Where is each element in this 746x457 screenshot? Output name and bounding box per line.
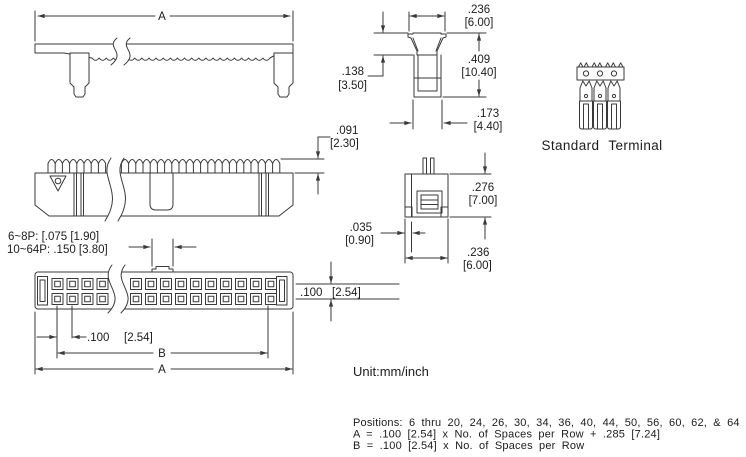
- dim-label-contact-height-in: .091: [336, 125, 359, 137]
- pin1-marker-hole: [55, 178, 61, 184]
- profile-view: [338, 4, 502, 133]
- dim-label-body-height-in: .276: [471, 182, 495, 194]
- contact-teeth: [121, 160, 279, 174]
- dim-label-body-width-mm: [6.00]: [463, 260, 492, 272]
- terminal-barrel-inner: [612, 104, 617, 129]
- terminals-group: [580, 81, 621, 129]
- terminal-barrel: [594, 101, 607, 129]
- dim-label-base-width-in: .173: [476, 108, 500, 120]
- mounting-leg: [70, 53, 89, 97]
- dim-label-row-pitch-in: .100: [300, 287, 323, 299]
- dim-label-body-height-mm: [7.00]: [468, 195, 498, 207]
- unit-label: Unit:mm/inch: [353, 364, 429, 379]
- extension-lines: [281, 159, 324, 173]
- end-view: [345, 153, 497, 272]
- dim-label-contact-pitch-mm: [2.54]: [124, 332, 153, 344]
- positions-note: Positions: 6 thru 20, 24, 26, 30, 34, 36, 40, 44, 50, 56, 60, 62, & 64: [353, 417, 740, 429]
- dim-label-wall-offset-mm: [0.90]: [345, 235, 374, 247]
- end-slot-inner: [40, 280, 45, 302]
- terminal-barrel-inner: [598, 104, 603, 129]
- dim-label-cap-width-mm: [6.00]: [464, 17, 494, 29]
- extension-lines: [35, 239, 399, 374]
- dim-label-row-pitch-mm: [2.54]: [332, 287, 361, 299]
- terminal-barrel-inner: [584, 104, 589, 129]
- dim-label-overall-height-in: .409: [467, 54, 491, 66]
- terminal-barrel: [608, 101, 621, 129]
- latch-inner: [421, 195, 438, 209]
- polarizing-key-tab: [152, 267, 173, 273]
- terminal-dimple: [584, 94, 587, 97]
- key-width-note-10-64p: 10~64P: .150 [3.80]: [7, 244, 108, 256]
- carrier-tabs: [579, 63, 623, 67]
- dim-label-base-width-mm: [4.40]: [473, 121, 503, 133]
- bottom-view: [7, 231, 399, 376]
- dim-label-cap-width-in: .236: [467, 4, 491, 16]
- terminal-dimple: [598, 94, 601, 97]
- contact-holes-group: [52, 279, 277, 305]
- contact-holes-inner: [55, 281, 274, 302]
- end-slot: [277, 277, 288, 306]
- body-inner-lines: [414, 55, 441, 91]
- contact-teeth: [48, 160, 106, 174]
- top-side-view: [35, 11, 293, 97]
- post-pins: [423, 158, 434, 174]
- leader-line: [318, 137, 330, 141]
- formula-b-note: B = .100 [2.54] x No. of Spaces per Row: [353, 440, 585, 452]
- dim-label-standoff-mm: [3.50]: [338, 80, 367, 92]
- dim-label-wall-offset-in: .035: [349, 222, 372, 234]
- key-width-note-6-8p: 6~8P: [.075 [1.90]: [8, 231, 100, 243]
- carrier-hole: [583, 71, 588, 76]
- dim-label-body-width-in: .236: [467, 247, 490, 259]
- dim-label-contact-pitch-in: .100: [87, 332, 110, 344]
- contact-holes-outer: [52, 279, 277, 305]
- end-slot-lines: [74, 173, 84, 216]
- end-slot-lines: [259, 173, 269, 216]
- formula-a-note: A = .100 [2.54] x No. of Spaces per Row + .285 [7.24]: [353, 428, 661, 441]
- end-slot: [38, 277, 48, 306]
- carrier-hole: [611, 71, 616, 76]
- dim-label-overall-width: A: [158, 364, 166, 376]
- cap-inner-lines: [413, 38, 441, 51]
- end-slot-inner: [280, 280, 285, 302]
- dim-label-contact-span: B: [158, 348, 166, 360]
- contact-teeth-group: [48, 160, 280, 174]
- front-view: [35, 125, 359, 221]
- terminal-barrel: [580, 101, 593, 129]
- dim-label-contact-height-mm: [2.30]: [330, 138, 359, 150]
- key-slot: [150, 173, 173, 210]
- mounting-leg: [274, 53, 293, 97]
- standard-terminal-label: Standard Terminal: [541, 138, 663, 153]
- carrier-hole: [597, 71, 602, 76]
- dim-label-overall-width: A: [158, 11, 166, 23]
- dim-label-overall-height-mm: [10.40]: [461, 67, 497, 79]
- connector-body-outline: [35, 272, 293, 309]
- cap-outline: [408, 33, 446, 55]
- latch-bars: [421, 200, 438, 205]
- notes-block: [353, 364, 740, 452]
- standard-terminal-view: [541, 63, 662, 153]
- dim-label-standoff-in: .138: [341, 66, 364, 78]
- terminal-dimple: [612, 94, 615, 97]
